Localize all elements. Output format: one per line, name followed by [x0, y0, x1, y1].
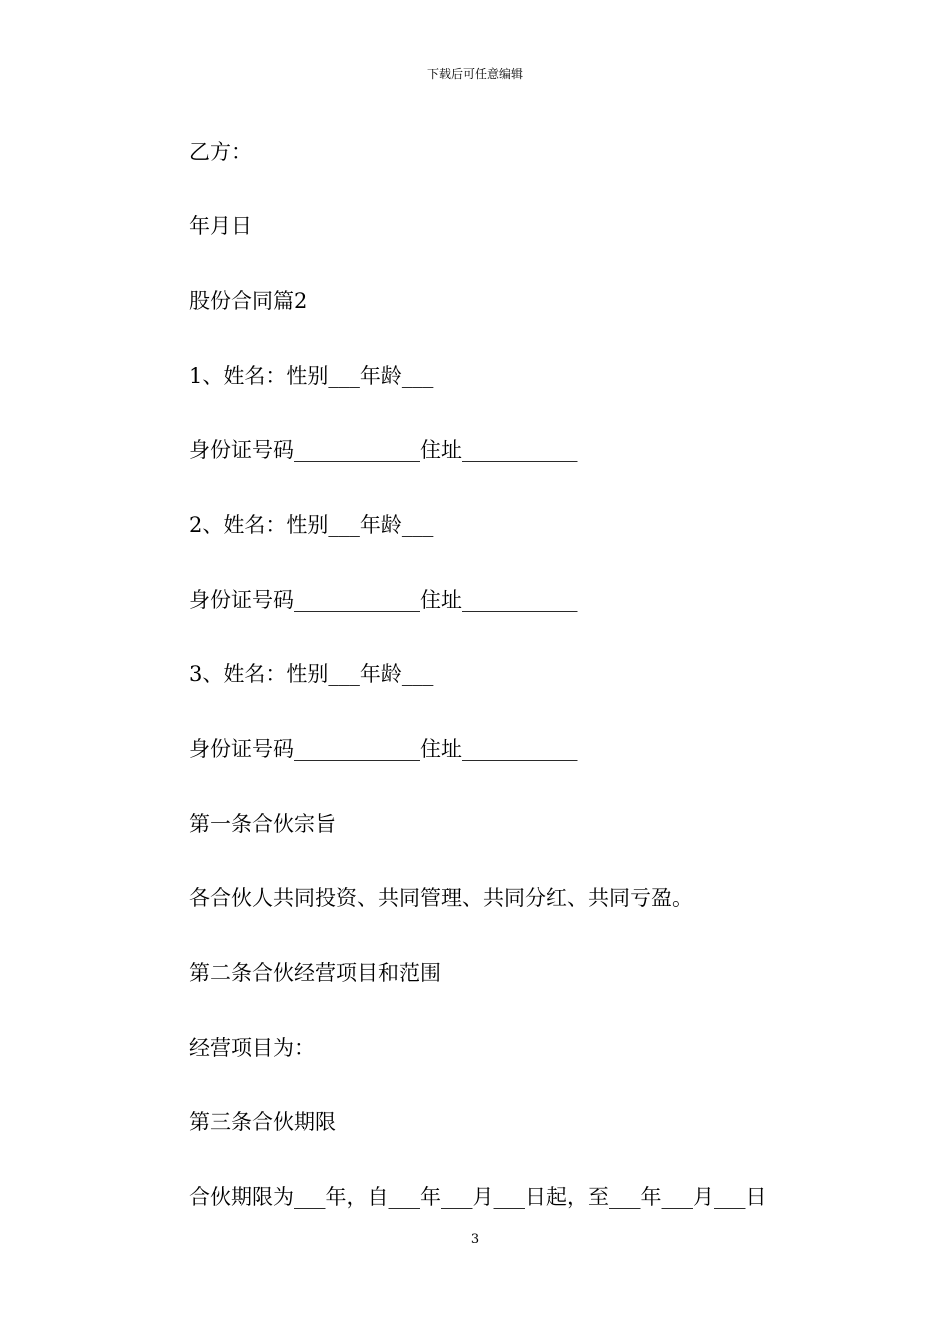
- partner-1-id-line: 身份证号码____________住址___________: [189, 438, 578, 462]
- partner-2-id-line: 身份证号码____________住址___________: [189, 588, 578, 612]
- partner-2-name-line: 2、姓名：性别___年龄___: [189, 513, 434, 537]
- article-1-heading: 第一条合伙宗旨: [189, 812, 336, 836]
- article-1-body: 各合伙人共同投资、共同管理、共同分红、共同亏盈。: [189, 886, 693, 910]
- article-3-heading: 第三条合伙期限: [189, 1110, 336, 1134]
- article-2-heading: 第二条合伙经营项目和范围: [189, 961, 441, 985]
- page-header: 下载后可任意编辑: [426, 67, 523, 81]
- article-2-body: 经营项目为：: [189, 1036, 315, 1060]
- article-3-body: 合伙期限为___年，自___年___月___日起，至___年___月___日: [189, 1185, 767, 1209]
- contract-title: 股份合同篇2: [189, 289, 308, 313]
- page-number: 3: [470, 1232, 480, 1247]
- partner-3-id-line: 身份证号码____________住址___________: [189, 737, 578, 761]
- date-line: 年月日: [189, 214, 252, 238]
- party-b-label: 乙方：: [189, 140, 252, 164]
- partner-3-name-line: 3、姓名：性别___年龄___: [189, 662, 434, 686]
- partner-1-name-line: 1、姓名：性别___年龄___: [189, 364, 434, 388]
